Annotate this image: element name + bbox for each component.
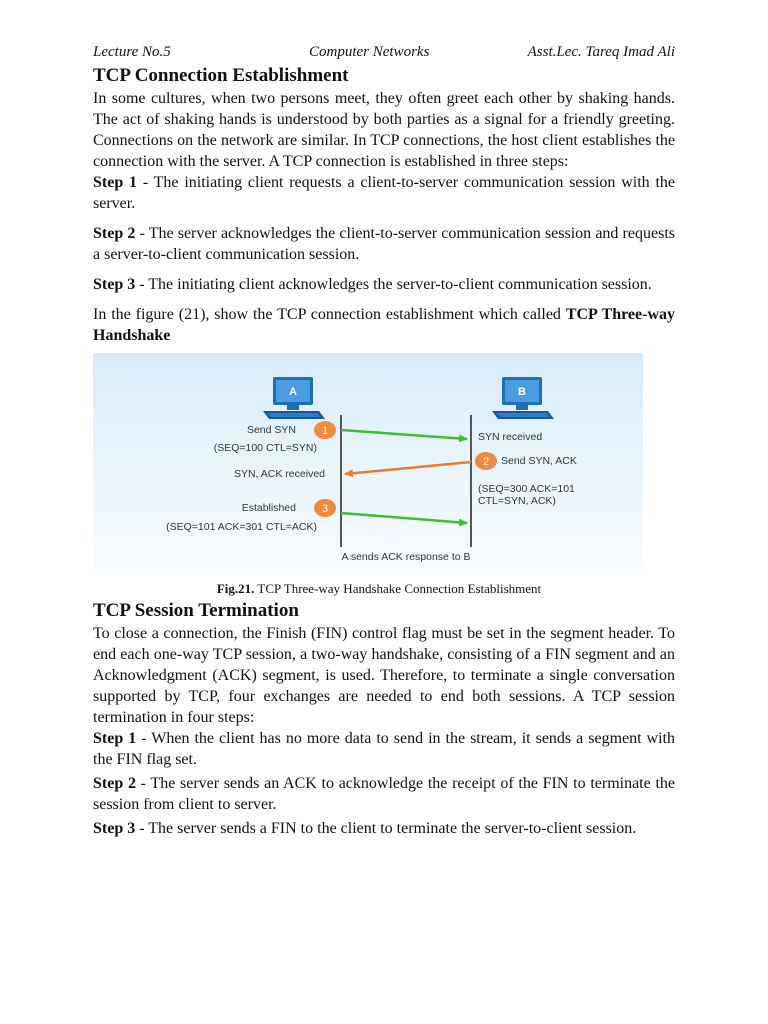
svg-text:3: 3 [321, 503, 329, 515]
step-label: Step 2 [93, 225, 136, 242]
seq3-label: (SEQ=101 ACK=301 CTL=ACK) [166, 521, 317, 533]
send-syn-ack-label: Send SYN, ACK [501, 455, 577, 467]
step-text: - The initiating client requests a client-to-server communication session with the server. [93, 174, 676, 212]
syn-received-label: SYN received [478, 431, 543, 443]
termination-step-2 [93, 773, 675, 815]
step-text: - The initiating client acknowledges the server-to-client communication session. [135, 276, 652, 293]
document-page [93, 42, 675, 839]
termination-step-1 [93, 728, 675, 770]
step-label: Step 3 [93, 276, 136, 293]
page-header [93, 42, 675, 62]
established-label: Established [241, 502, 296, 514]
step-label: Step 2 [93, 775, 136, 792]
figure-reference [93, 304, 675, 346]
svg-text:2: 2 [482, 456, 490, 468]
seq1-label: (SEQ=100 CTL=SYN) [213, 442, 317, 454]
establishment-step-3 [93, 274, 675, 295]
host-b-label: B [518, 386, 526, 398]
termination-intro: To close a connection, the Finish (FIN) control flag must be set in the segment header. To end each one-way TCP session, a two-way handshake, consisting of a FIN segment and an Acknowledgment (ACK) segment, is used. Therefore, to terminate a single conversation supported by TCP, four exchanges are needed to end both sessions. A TCP session termination in four steps: [93, 625, 675, 726]
syn-ack-arrow [345, 462, 471, 474]
termination-step-3 [93, 818, 675, 839]
step-badge-3 [314, 499, 336, 517]
establishment-step-1 [93, 172, 675, 214]
host-b-computer-icon [492, 377, 554, 419]
establishment-intro: In some cultures, when two persons meet, they often greet each other by shaking hands. The act of shaking hands is understood by both parties as a signal for a friendly greeting. Connections on the network are similar. In TCP connections, the host client establishes the connection with the server. A TCP connection is established in three steps: [93, 90, 675, 170]
bottom-caption-label: A sends ACK response to B [341, 551, 471, 563]
send-syn-label: Send SYN [246, 424, 296, 436]
seq2-line2-label: CTL=SYN, ACK) [478, 495, 556, 507]
caption-text: TCP Three-way Handshake Connection Establishment [254, 581, 542, 596]
step-text: - The server sends an ACK to acknowledge the receipt of the FIN to terminate the session from client to server. [93, 775, 675, 813]
caption-label: Fig.21. [216, 581, 255, 596]
step-label: Step 1 [93, 730, 137, 747]
step-text: - The server sends a FIN to the client to terminate the server-to-client session. [135, 820, 637, 837]
section-title-termination: TCP Session Termination [93, 600, 299, 621]
section-title-establishment: TCP Connection Establishment [93, 65, 349, 86]
handshake-diagram [93, 353, 643, 571]
step-label: Step 3 [93, 820, 136, 837]
establishment-step-2 [93, 223, 675, 265]
figure-reference-term: TCP Three-way Handshake [93, 306, 676, 344]
header-author: Asst.Lec. Tareq Imad Ali [527, 44, 675, 60]
header-course: Computer Networks [308, 44, 430, 60]
ack-arrow [341, 513, 467, 523]
host-a-label: A [289, 386, 297, 398]
handshake-figure [93, 353, 643, 571]
host-a-computer-icon [263, 377, 325, 419]
header-lecture: Lecture No.5 [93, 44, 171, 60]
syn-ack-received-label: SYN, ACK received [233, 468, 325, 480]
step-label: Step 1 [93, 174, 138, 191]
figure-caption [93, 580, 675, 598]
svg-text:1: 1 [321, 425, 329, 437]
seq2-line1-label: (SEQ=300 ACK=101 [478, 483, 575, 495]
step-text: - When the client has no more data to send in the stream, it sends a segment with the FIN flag set. [93, 730, 676, 768]
step-text: - The server acknowledges the client-to-server communication session and requests a server-to-client communication session. [93, 225, 675, 263]
syn-arrow [341, 430, 467, 439]
figure-reference-text: In the figure (21), show the TCP connection establishment which called [93, 306, 566, 323]
step-badge-2 [475, 452, 497, 470]
step-badge-1 [314, 421, 336, 439]
